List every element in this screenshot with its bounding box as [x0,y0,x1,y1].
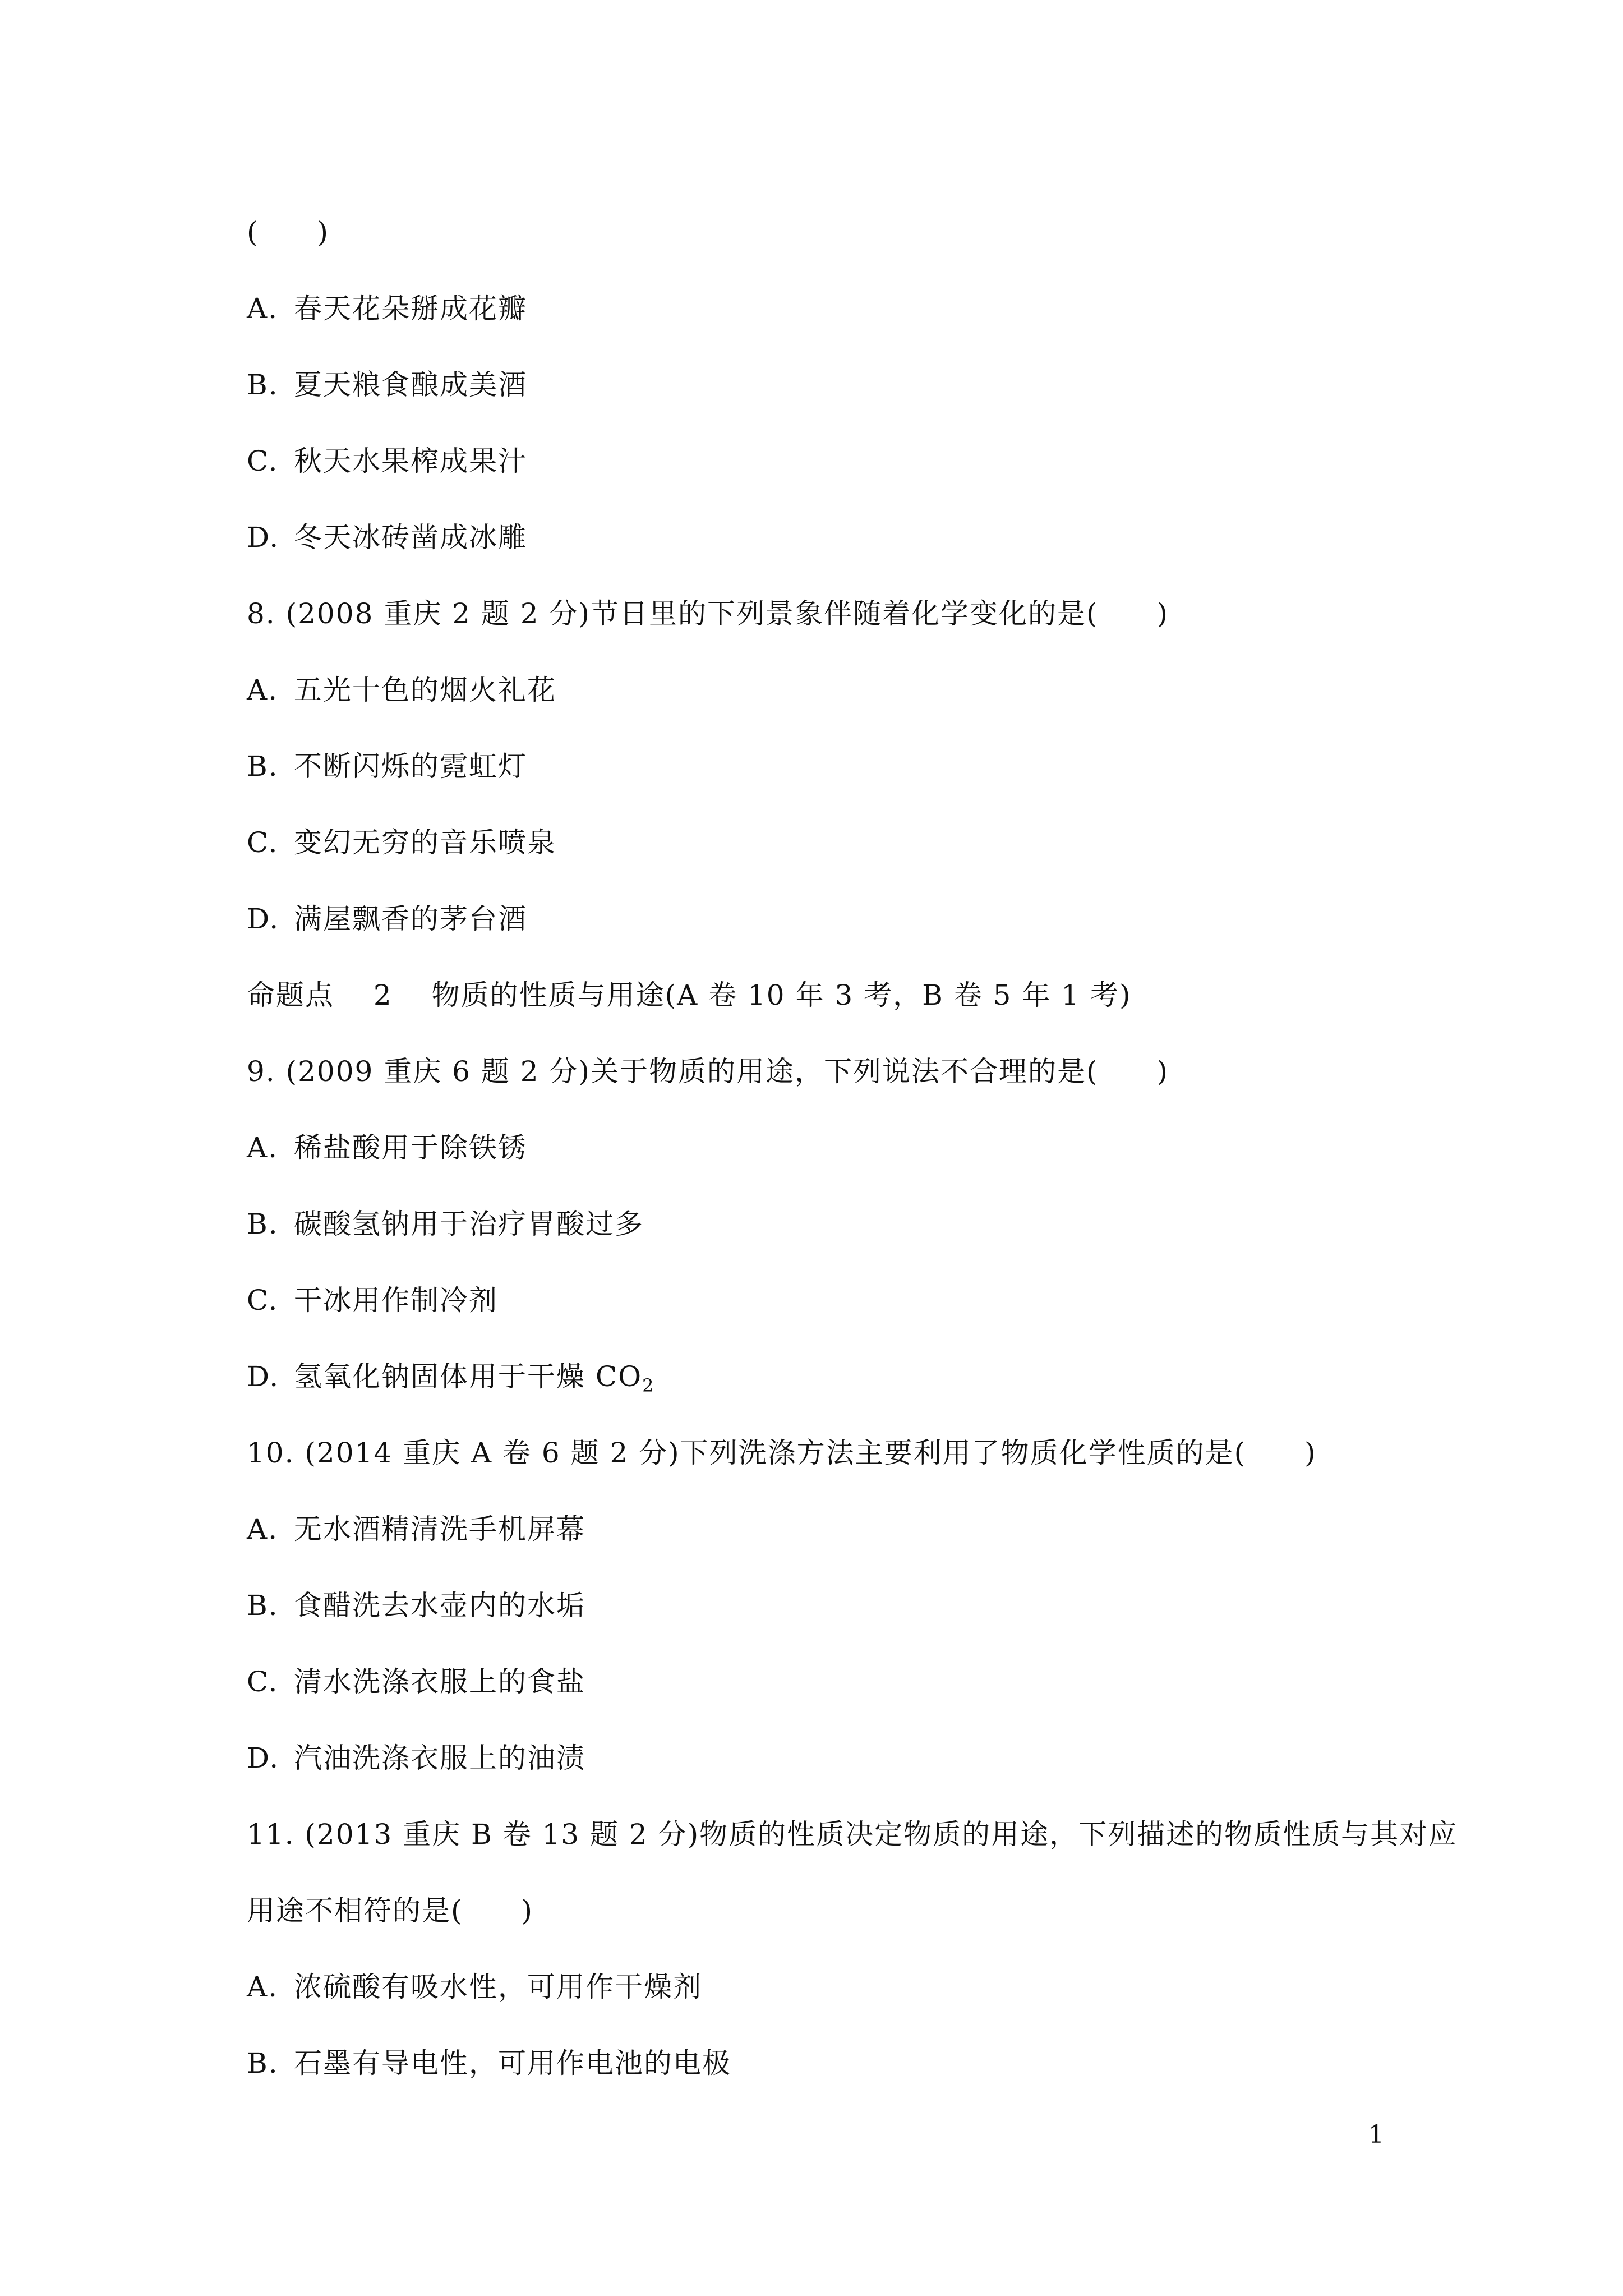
option-q10-b [247,1588,585,1623]
option-text: 无水酒精清洗手机屏幕 [294,1513,585,1545]
question-10: 10. (2014 重庆 A 卷 6 题 2 分)下列洗涤方法主要利用了物质化学性质的是( ) [247,1437,1317,1469]
option-label: A. [247,674,279,706]
option-label: C. [247,1284,279,1317]
option-q9-d [247,1359,655,1404]
option-text: 碳酸氢钠用于治疗胃酸过多 [294,1208,644,1240]
option-q11-b [247,2045,731,2081]
option-text: 冬天冰砖凿成冰雕 [294,521,527,554]
option-text: 浓硫酸有吸水性，可用作干燥剂 [294,1971,702,2003]
option-label: C. [247,826,279,859]
option-label: C. [247,445,279,477]
option-text: 食醋洗去水壶内的水垢 [294,1589,585,1622]
option-label: A. [247,1131,279,1164]
option-q10-d [247,1740,585,1776]
option-text: 五光十色的烟火礼花 [294,674,556,706]
option-q7-a [247,291,527,326]
option-q9-a [247,1130,527,1166]
option-label: D. [247,521,280,554]
option-text: 清水洗涤衣服上的食盐 [294,1665,585,1698]
option-q7-b [247,367,527,403]
option-q9-b [247,1206,644,1242]
option-label: B. [247,369,279,401]
option-label: D. [247,1742,280,1774]
option-text: 干冰用作制冷剂 [294,1284,498,1317]
option-label: B. [247,1589,279,1622]
option-label: A. [247,292,279,325]
question-11-line-1: 11. (2013 重庆 B 卷 13 题 2 分)物质的性质决定物质的用途，下列描述的物质性质与其对应 [247,1818,1458,1851]
option-text: 满屋飘香的茅台酒 [294,903,527,935]
option-q7-d [247,519,527,555]
question-9: 9. (2009 重庆 6 题 2 分)关于物质的用途，下列说法不合理的是( ) [247,1055,1169,1088]
option-label: C. [247,1665,279,1698]
page-number: 1 [1368,2120,1384,2149]
option-text: 不断闪烁的霓虹灯 [294,750,527,783]
option-label: D. [247,903,280,935]
option-label: B. [247,2047,279,2079]
subscript: 2 [642,1375,655,1396]
option-q7-c [247,443,527,479]
option-text: 石墨有导电性，可用作电池的电极 [294,2047,731,2079]
option-q10-a [247,1511,585,1547]
option-text: 秋天水果榨成果汁 [294,445,527,477]
option-text: 稀盐酸用于除铁锈 [294,1131,527,1164]
option-q8-d [247,901,527,937]
option-q8-a [247,672,556,708]
option-label: B. [247,750,279,783]
option-q11-a [247,1969,702,2005]
option-text: 春天花朵掰成花瓣 [294,292,527,325]
question-11-line-2: 用途不相符的是( ) [247,1894,534,1927]
question-8: 8. (2008 重庆 2 题 2 分)节日里的下列景象伴随着化学变化的是( ) [247,597,1169,630]
option-label: D. [247,1360,280,1393]
option-text: 氢氧化钠固体用于干燥 CO [294,1360,643,1393]
option-q9-c [247,1282,498,1318]
option-q10-c [247,1664,585,1700]
option-q8-b [247,748,527,784]
option-label: A. [247,1971,279,2003]
option-text: 变幻无穷的音乐喷泉 [294,826,556,859]
option-label: A. [247,1513,279,1545]
section-heading: 命题点 2 物质的性质与用途(A 卷 10 年 3 考，B 卷 5 年 1 考) [247,979,1132,1011]
option-q8-c [247,825,556,861]
option-label: B. [247,1208,279,1240]
option-text: 夏天粮食酿成美酒 [294,369,527,401]
option-text: 汽油洗涤衣服上的油渍 [294,1742,585,1774]
answer-bracket: ( ) [247,216,330,249]
